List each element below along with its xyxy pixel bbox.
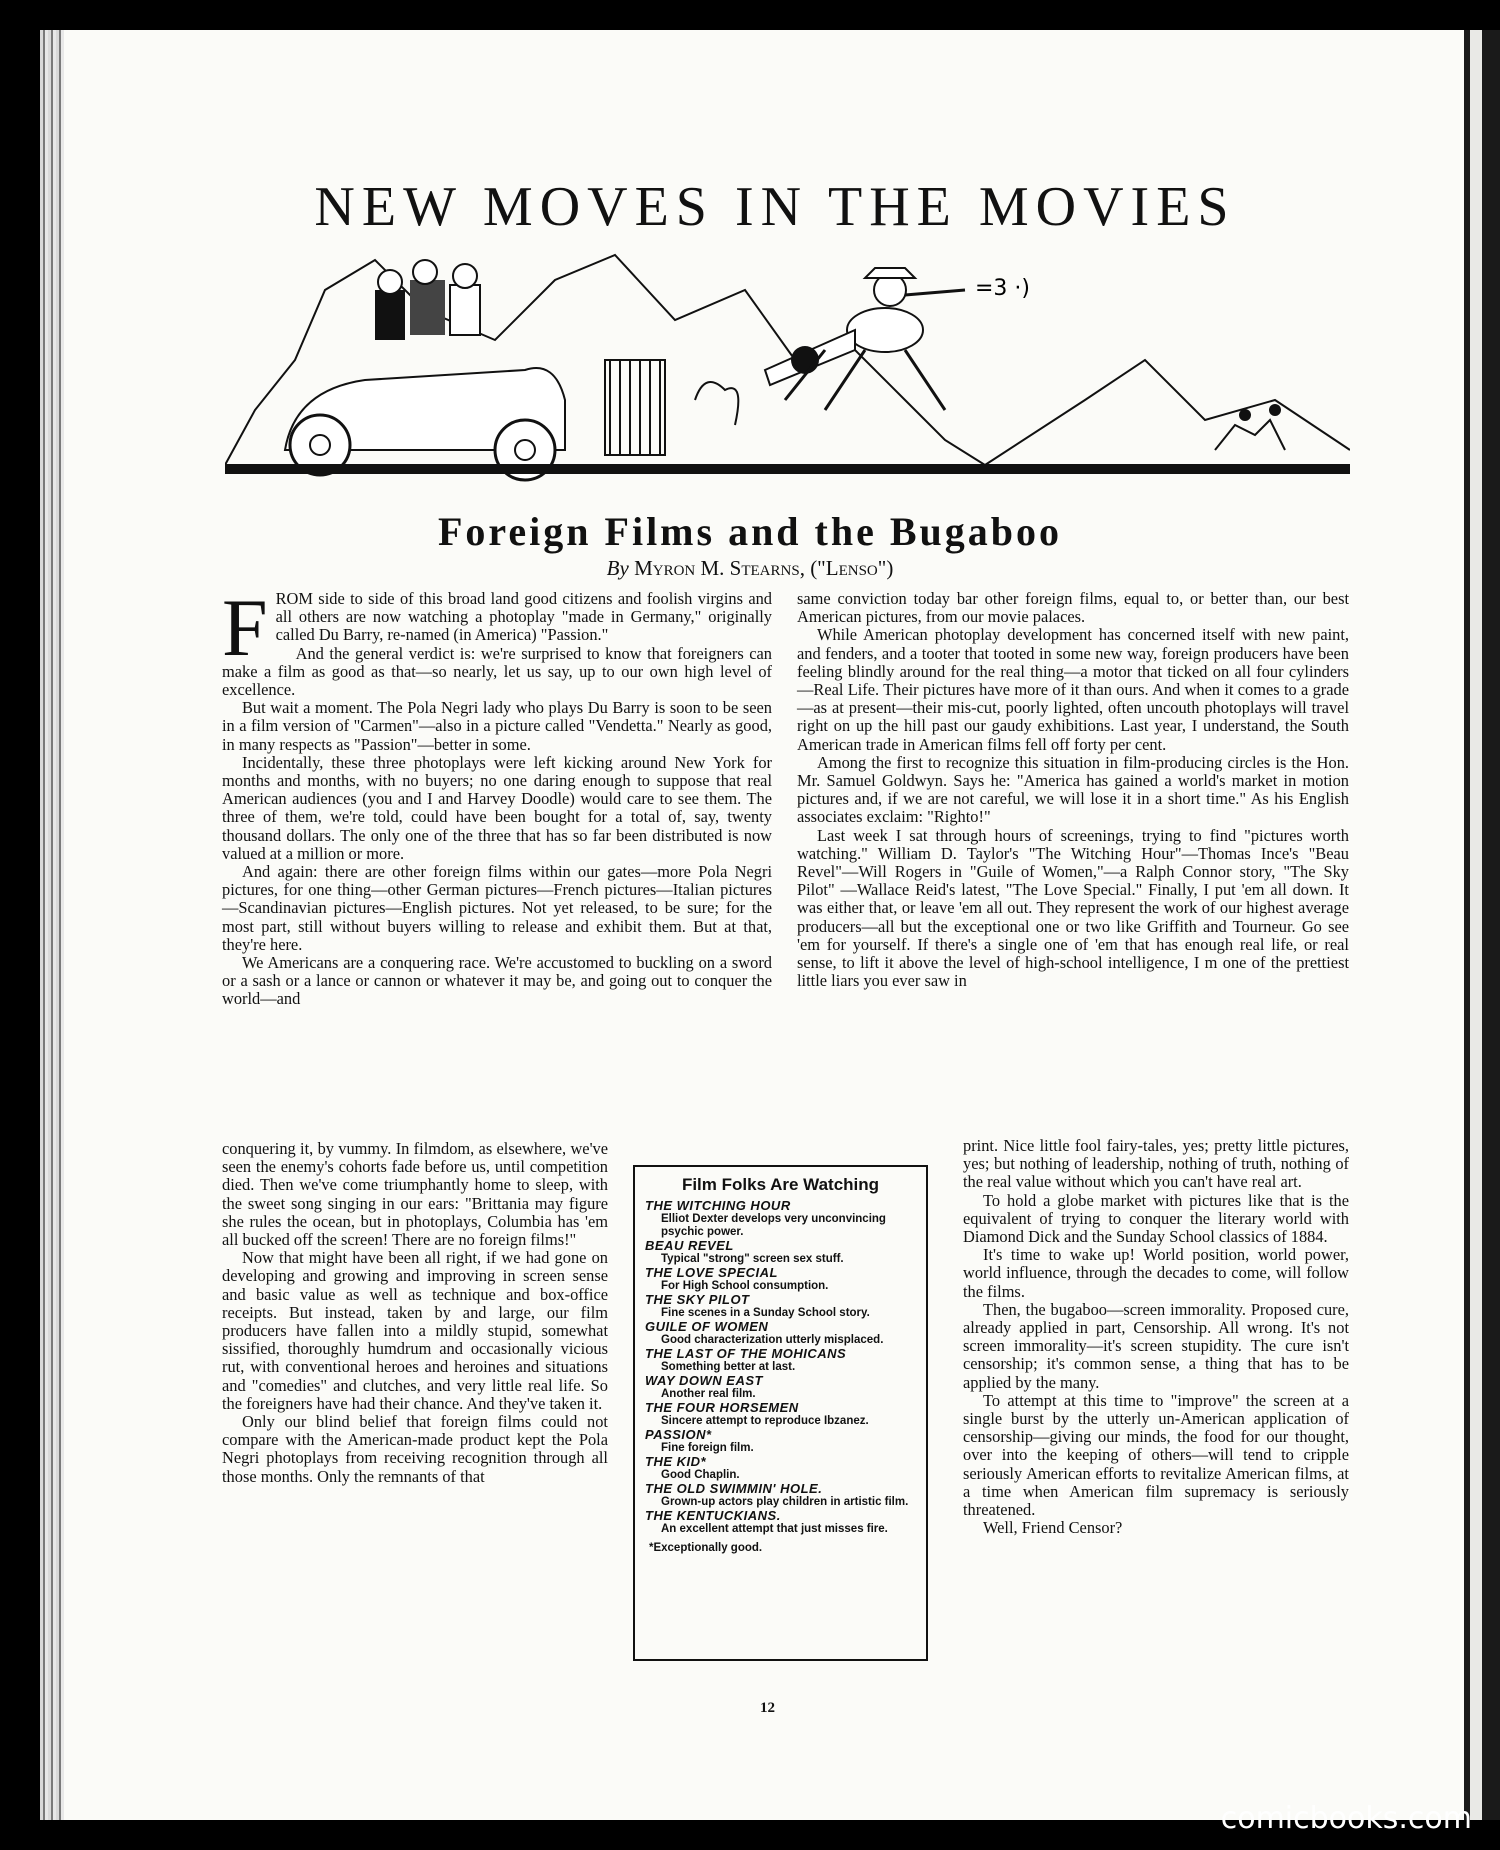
svg-text:=3 ·): =3 ·) [975,276,1030,301]
film-title: THE FOUR HORSEMEN [645,1400,799,1415]
film-note: Sincere attempt to reproduce Ibzanez. [661,1415,869,1427]
film-note: Good characterization utterly misplaced. [661,1334,884,1346]
paragraph: Last week I sat through hours of screenings, trying to find "pictures worth watching." William D. Taylor's "The Witching Hour"—Thomas Ince's "Beau Revel"—Will Rogers in "Guile of Women,"—a Ralph Connor story, "The Sky Pilot" —Wallace Reid's latest, "The Love Special." Finally, I put 'em all down. It was either that, or leave 'em all out. They represent the work of our highest average producers—all but the exceptional one or two like Griffith and Tourneur. Go see 'em for yourself. If there's a single one of 'em that has enough real life, or real sense, to lift it above the level of high-school intelligence, I m one of the prettiest little liars you ever saw in [797,825,1349,991]
film-title: BEAU REVEL [645,1238,734,1253]
column-left-upper [222,582,772,1009]
distant-riders-drawing [1215,404,1285,450]
drop-cap: F [222,582,268,673]
film-note: Fine foreign film. [661,1442,754,1454]
paragraph: Then, the bugaboo—screen immorality. Proposed cure, already applied in part, Censorship. All wrong. It's not screen immorality—it's screen stupidity. The cure isn't censorship; it's common sense, a thing that has to be applied by the many. [963,1299,1349,1392]
paragraph: same conviction today bar other foreign films, equal to, or better than, our best American pictures, from our movie palaces. [797,589,1349,627]
byline [160,556,1340,581]
cactus-drawing [605,360,738,455]
paragraph: And the general verdict is: we're surprised to know that foreigners can make a film as good as that—so nearly, let us say, up to our own high level of excellence. [222,643,772,700]
watermark: comicbooks.com [1220,1801,1472,1836]
headline: NEW MOVES IN THE MOVIES [314,176,1236,238]
film-title: THE OLD SWIMMIN' HOLE. [645,1481,823,1496]
paragraph: conquering it, by vummy. In filmdom, as elsewhere, we've seen the enemy's cohorts fade before us, until competition died. Then we've come triumphantly home to sleep, with the sweet song singing in our ears: "Brittania may figure she rules the ocean, but in photoplays, Columbia has 'em all bucked off the screen! There are no foreign films!" [222,1139,608,1250]
paragraph: We Americans are a conquering race. We're accustomed to buckling on a sword or a sash or a lance or cannon or whatever it may be, and going out to conquer the world—and [222,953,772,1009]
paragraph: And again: there are other foreign films within our gates—more Pola Negri pictures, for one thing—other German pictures—French pictures—Italian pictures—Scandinavian pictures—English pictures. Not yet released, to be sure; for the most part, still without buyers willing to release and exhibit them. But at that, they're here. [222,862,772,954]
sidebar-footnote: *Exceptionally good. [649,1542,763,1554]
film-title: THE LOVE SPECIAL [645,1265,778,1280]
paragraph: But wait a moment. The Pola Negri lady who plays Du Barry is soon to be seen in a film version of "Carmen"—also in a picture called "Vendetta." Nearly as good, in many respects as "Passion"—better in some. [222,698,772,754]
film-note: Something better at last. [661,1361,796,1373]
film-note: Another real film. [661,1388,756,1400]
cowboy-on-horse-drawing [765,268,1030,410]
film-note: An excellent attempt that just misses fire. [661,1523,888,1535]
paragraph: While American photoplay development has concerned itself with new paint, and fenders, and a tooter that tooted in some new way, foreign producers have been feeling blindly around for the real thing—a motor that ticked on all four cylinders—Real Life. Their pictures have more of it than ours. And when it comes to a grade—as at present—their mis-cut, poorly lighted, often uncouth photoplays will travel right on up the hill past our gaudy exhibitions. Last year, I understand, the South American trade in American films fell off forty per cent. [797,625,1349,754]
paragraph: To hold a globe market with pictures like that is the equivalent of trying to conquer the literary world with Diamond Dick and the Sunday School classics of 1884. [963,1190,1349,1247]
film-note: Grown-up actors play children in artistic film. [661,1496,909,1508]
column-right-upper [797,590,1349,990]
sidebar-heading: Film Folks Are Watching [681,1175,880,1194]
film-list [645,1199,916,1536]
film-note: Elliot Dexter develops very unconvincing psychic power. [661,1213,886,1238]
byline-prefix: By [606,556,629,580]
film-title: THE KID* [645,1454,707,1469]
paragraph: To attempt at this time to "improve" the screen at a single burst by the utterly un-American application of censorship—giving our minds, the food for our thought, over into the keeping of others—will tend to cripple seriously American efforts to revitalize American films, at a time when American film supremacy is seriously threatened. [963,1390,1349,1520]
byline-author: Myron M. Stearns, ("Lenso") [634,556,894,580]
facing-page-sliver [1470,30,1482,1820]
paragraph: Only our blind belief that foreign films could not compare with the American-made product kept the Pola Negri photoplays from receiving recognition through all those months. Only the remnants of that [222,1412,608,1486]
film-title: THE WITCHING HOUR [645,1198,791,1213]
column-right-lower [963,1137,1349,1537]
film-title: WAY DOWN EAST [645,1373,763,1388]
column-left-lower [222,1140,608,1486]
paragraph: Well, Friend Censor? [983,1518,1123,1538]
film-sidebar [633,1165,928,1661]
film-note: Good Chaplin. [661,1469,740,1481]
article-subtitle: Foreign Films and the Bugaboo [437,509,1063,554]
film-note: Typical "strong" screen sex stuff. [661,1253,844,1265]
paragraph: FROM side to side of this broad land good citizens and foolish virgins and all others are now watching a photoplay "made in Germany," originally called Du Barry, re-named (in America) "Passion." [222,582,772,673]
header-illustration [225,250,1350,490]
film-title: THE LAST OF THE MOHICANS [645,1346,847,1361]
film-title: THE KENTUCKIANS. [645,1508,781,1523]
film-note: For High School consumption. [661,1280,829,1292]
film-note: Fine scenes in a Sunday School story. [661,1307,870,1319]
film-title: THE SKY PILOT [645,1292,750,1307]
paragraph: It's time to wake up! World position, world power, world influence, through the decades to come, will follow the films. [963,1245,1349,1301]
car-drawing [285,260,565,480]
paragraph: print. Nice little fool fairy-tales, yes; pretty little pictures, yes; but nothing of leadership, nothing of truth, nothing of the real value without which you can't have real art. [963,1136,1349,1192]
paragraph: Incidentally, these three photoplays were left kicking around New York for months and months, with no buyers; no one daring enough to suppose that real American audiences (you and I and Harvey Doodle) would care to see them. The three of them, we're told, could have been bought for a total of, say, twenty thousand dollars. The only one of the three that has so far been distributed is now valued at a million or more. [222,752,772,863]
paragraph: Among the first to recognize this situation in film-producing circles is the Hon. Mr. Samuel Goldwyn. Says he: "America has gained a world's market in motion pictures and, if we are not careful, we will lose it in a short time." As his English associates exclaim: "Righto!" [797,752,1349,827]
film-title: GUILE OF WOMEN [645,1319,769,1334]
page-number: 12 [760,1700,775,1716]
film-title: PASSION* [645,1427,712,1442]
paragraph: Now that might have been all right, if we had gone on developing and growing and improving in screen sense and basic value as well as technique and box-office receipts. But instead, taken by and large, our film producers have fallen into a mildly stupid, somewhat sissified, thoroughly humdrum and occasionally vicious rut, with conventional heroes and heroines and situations and "comedies" and clutches, and very little real life. So the foreigners have had their chance. And they've taken it. [222,1248,608,1413]
